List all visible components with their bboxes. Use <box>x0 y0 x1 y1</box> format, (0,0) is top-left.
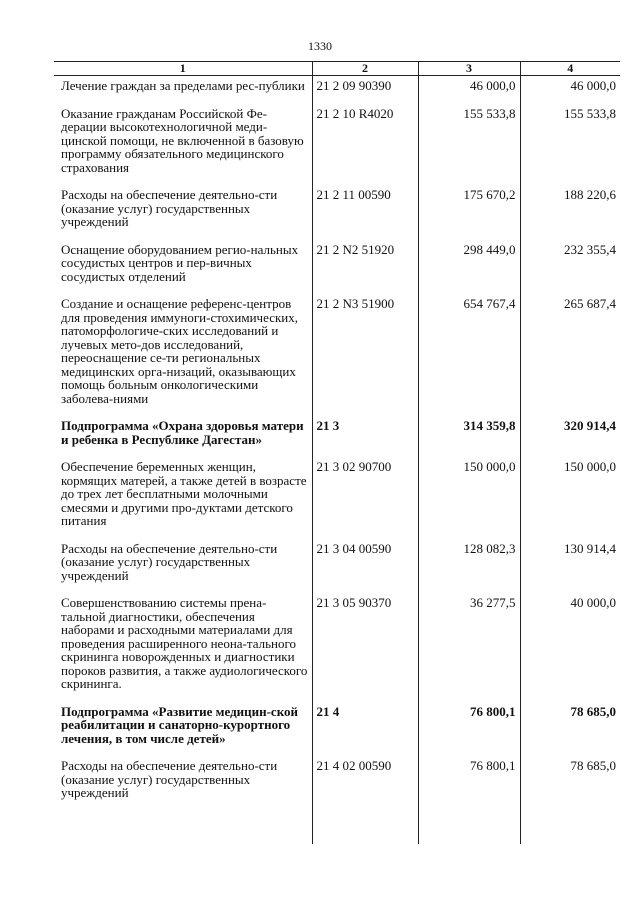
cell-value-col4: 78 685,0 <box>520 759 620 814</box>
cell-value-col4: 130 914,4 <box>520 542 620 597</box>
cell-value-col3: 175 670,2 <box>418 188 520 243</box>
cell-code: 21 2 N2 51920 <box>312 243 418 298</box>
cell-code: 21 2 09 90390 <box>312 76 418 107</box>
cell-value-col3: 150 000,0 <box>418 460 520 542</box>
cell-value-col3: 128 082,3 <box>418 542 520 597</box>
cell-value-col4: 265 687,4 <box>520 297 620 419</box>
table-row <box>54 188 620 243</box>
budget-table <box>54 61 620 844</box>
cell-code: 21 3 02 90700 <box>312 460 418 542</box>
table-row <box>54 76 620 107</box>
table-row <box>54 419 620 460</box>
column-header-2: 2 <box>312 62 418 76</box>
cell-value-col4: 46 000,0 <box>520 76 620 107</box>
cell-code: 21 2 11 00590 <box>312 188 418 243</box>
empty-cell <box>418 814 520 844</box>
cell-code: 21 4 <box>312 705 418 760</box>
cell-value-col3: 155 533,8 <box>418 107 520 189</box>
table-row <box>54 297 620 419</box>
column-header-3: 3 <box>418 62 520 76</box>
cell-value-col3: 36 277,5 <box>418 596 520 705</box>
cell-name: Расходы на обеспечение деятельно-сти (оказание услуг) государственных учреждений <box>54 542 312 597</box>
cell-value-col3: 76 800,1 <box>418 705 520 760</box>
cell-value-col3: 314 359,8 <box>418 419 520 460</box>
table-header-row <box>54 62 620 76</box>
cell-code: 21 4 02 00590 <box>312 759 418 814</box>
table-trailing-space <box>54 814 620 844</box>
cell-code: 21 2 N3 51900 <box>312 297 418 419</box>
cell-code: 21 2 10 R4020 <box>312 107 418 189</box>
empty-cell <box>54 814 312 844</box>
cell-name: Расходы на обеспечение деятельно-сти (оказание услуг) государственных учреждений <box>54 759 312 814</box>
cell-code: 21 3 <box>312 419 418 460</box>
table-row <box>54 107 620 189</box>
cell-name: Оснащение оборудованием регио-нальных сосудистых центров и пер-вичных сосудистых отделений <box>54 243 312 298</box>
cell-name: Подпрограмма «Развитие медицин-ской реабилитации и санаторно-курортного лечения, в том числе детей» <box>54 705 312 760</box>
table-body <box>54 76 620 844</box>
cell-value-col4: 320 914,4 <box>520 419 620 460</box>
cell-value-col4: 188 220,6 <box>520 188 620 243</box>
empty-cell <box>520 814 620 844</box>
cell-value-col4: 78 685,0 <box>520 705 620 760</box>
table-row <box>54 596 620 705</box>
cell-value-col3: 298 449,0 <box>418 243 520 298</box>
cell-value-col3: 46 000,0 <box>418 76 520 107</box>
page-number: 1330 <box>308 39 332 53</box>
cell-code: 21 3 04 00590 <box>312 542 418 597</box>
cell-name: Подпрограмма «Охрана здоровья матери и ребенка в Республике Дагестан» <box>54 419 312 460</box>
empty-cell <box>312 814 418 844</box>
cell-name: Лечение граждан за пределами рес-публики <box>54 76 312 107</box>
column-header-1: 1 <box>54 62 312 76</box>
table-row <box>54 759 620 814</box>
table-row <box>54 705 620 760</box>
cell-value-col4: 155 533,8 <box>520 107 620 189</box>
cell-value-col4: 40 000,0 <box>520 596 620 705</box>
cell-name: Обеспечение беременных женщин, кормящих матерей, а также детей в возрасте до трех лет бесплатными молочными смесями и другими про-дуктами детского питания <box>54 460 312 542</box>
cell-name: Совершенствованию системы прена-тальной диагностики, обеспечения наборами и расходными материалами для проведения расширенного неона-тального скрининга новорожденных и диагностики пороков развития, а также аудиологического скрининга. <box>54 596 312 705</box>
cell-value-col4: 150 000,0 <box>520 460 620 542</box>
cell-name: Создание и оснащение референс-центров для проведения иммуноги-стохимических, патоморфологиче-ских исследований и лучевых мето-дов исследований, переоснащение се-ти региональных медицинских орга-низаций, оказывающих помощь больным онкологическими заболева-ниями <box>54 297 312 419</box>
table-row <box>54 542 620 597</box>
table-row <box>54 460 620 542</box>
cell-code: 21 3 05 90370 <box>312 596 418 705</box>
cell-value-col3: 76 800,1 <box>418 759 520 814</box>
cell-value-col4: 232 355,4 <box>520 243 620 298</box>
cell-name: Расходы на обеспечение деятельно-сти (оказание услуг) государственных учреждений <box>54 188 312 243</box>
column-header-4: 4 <box>520 62 620 76</box>
cell-name: Оказание гражданам Российской Фе-дерации высокотехнологичной меди-цинской помощи, не включенной в базовую программу обязательного медицинского страхования <box>54 107 312 189</box>
cell-value-col3: 654 767,4 <box>418 297 520 419</box>
table-row <box>54 243 620 298</box>
